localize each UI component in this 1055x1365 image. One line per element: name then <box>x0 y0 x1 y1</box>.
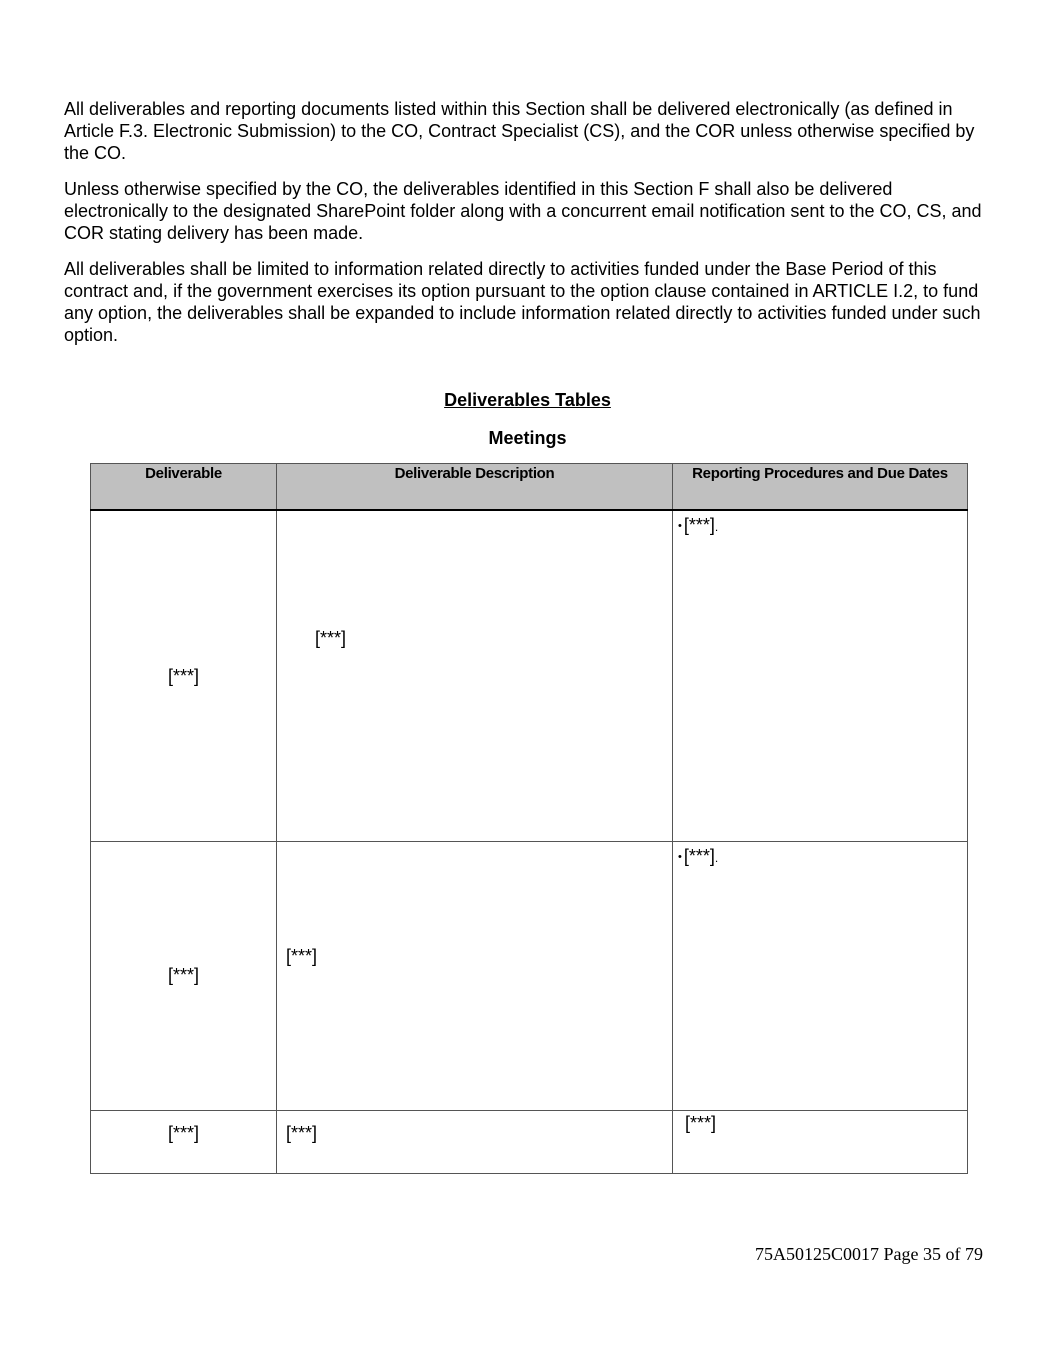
bullet-icon: • <box>678 851 682 863</box>
procedures-item <box>678 846 718 867</box>
procedures-period: . <box>714 520 719 534</box>
meetings-deliverables-table <box>90 463 968 1174</box>
page-footer: 75A50125C0017 Page 35 of 79 <box>755 1244 983 1264</box>
header-deliverable-description: Deliverable Description <box>277 464 673 511</box>
intro-paragraph-1: All deliverables and reporting documents listed within this Section shall be delivered electronically (as defined in Article F.3. Electronic Submission) to the CO, Contract Specialist (CS), and the COR unless otherwise specified by the CO. <box>64 99 975 163</box>
deliverable-value: [***] <box>167 666 200 686</box>
deliverable-value: [***] <box>167 1123 200 1143</box>
procedures-cell <box>673 842 968 1111</box>
procedures-value: [***] <box>683 846 715 866</box>
table-header-row <box>91 464 968 511</box>
deliverable-cell <box>91 1111 277 1174</box>
description-value: [***] <box>286 946 318 966</box>
table-row <box>91 1111 968 1174</box>
procedures-value: [***] <box>683 515 715 535</box>
meetings-heading: Meetings <box>488 428 567 448</box>
description-cell <box>277 510 673 842</box>
table-row <box>91 510 968 842</box>
description-value: [***] <box>286 1123 318 1143</box>
deliverable-value: [***] <box>167 965 200 985</box>
intro-paragraph-2: Unless otherwise specified by the CO, the deliverables identified in this Section F shall also be delivered electronically to the designated SharePoint folder along with a concurrent email notification sent to the CO, CS, and COR stating delivery has been made. <box>64 179 982 243</box>
header-reporting-procedures: Reporting Procedures and Due Dates <box>673 464 968 511</box>
procedures-value: [***] <box>685 1113 717 1133</box>
intro-paragraph-3: All deliverables shall be limited to information related directly to activities funded under the Base Period of this contract and, if the government exercises its option pursuant to the option clause contained in ARTICLE I.2, to fund any option, the deliverables shall be expanded to include information related directly to activities funded under such option. <box>64 259 981 345</box>
procedures-item <box>678 515 718 536</box>
procedures-cell <box>673 1111 968 1174</box>
procedures-period: . <box>714 851 719 865</box>
table-row <box>91 842 968 1111</box>
deliverable-cell <box>91 510 277 842</box>
deliverables-tables-heading: Deliverables Tables <box>444 390 611 410</box>
header-deliverable: Deliverable <box>91 464 277 511</box>
procedures-cell <box>673 510 968 842</box>
description-cell <box>277 842 673 1111</box>
description-value: [***] <box>315 628 347 648</box>
bullet-icon: • <box>678 520 682 532</box>
deliverable-cell <box>91 842 277 1111</box>
description-cell <box>277 1111 673 1174</box>
